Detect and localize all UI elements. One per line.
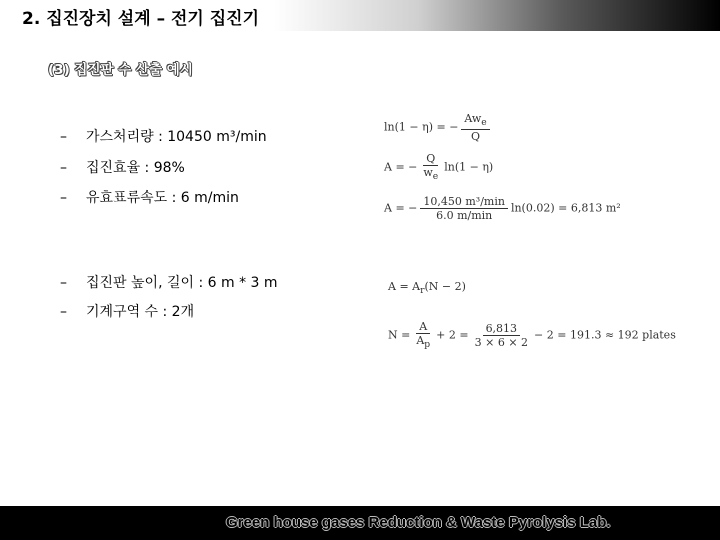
formula-fraction: [461, 112, 489, 143]
formula-denominator: Q: [471, 130, 481, 144]
bullet-dash: –: [60, 275, 67, 291]
bullet-dash: –: [60, 190, 67, 206]
formula-rhs: (N − 2): [424, 280, 466, 293]
formula-subscript: p: [424, 339, 431, 351]
formula-rhs: − 2 = 191.3 ≈ 192 plates: [534, 328, 676, 342]
bullet-text: 가스처리량 : 10450 m³/min: [86, 129, 267, 145]
formula-numerator: A: [416, 320, 430, 334]
formula-efficiency: [384, 112, 493, 143]
formula-subscript: r: [420, 285, 425, 297]
bullet-dash: –: [60, 129, 67, 145]
bullet-text: 유효표류속도 : 6 m/min: [86, 190, 239, 206]
formula-rhs: ln(0.02) = 6,813 m²: [510, 201, 621, 215]
formula-lhs: A = −: [384, 160, 418, 174]
formula-lhs: A = A: [388, 280, 421, 293]
slide-title: 2. 집진장치 설계 – 전기 집진기: [22, 9, 260, 29]
bullet-text: 집진판 높이, 길이 : 6 m * 3 m: [86, 275, 278, 291]
formula-mid: + 2 =: [436, 328, 469, 342]
bullet-gas-flow: [60, 126, 267, 146]
formula-denominator: 3 × 6 × 2: [474, 336, 529, 350]
formula-rhs: ln(1 − η): [444, 160, 494, 174]
formula-area-calc: [384, 195, 621, 222]
formula-denominator: w: [423, 166, 433, 179]
formula-denominator: A: [416, 334, 425, 347]
bullet-text: 집진효율 : 98%: [86, 160, 185, 176]
formula-plate-area: [388, 280, 466, 296]
formula-fraction: [420, 195, 508, 222]
formula-lhs: ln(1 − η) = −: [384, 120, 459, 134]
formula-denominator: 6.0 m/min: [436, 209, 493, 222]
formula-plate-count: [388, 320, 676, 351]
formula-subscript: e: [432, 171, 439, 183]
footer-lab-name: Green house gases Reduction & Waste Pyrolysis Lab.: [226, 514, 611, 531]
formula-fraction: [420, 152, 441, 183]
formula-lhs: A = −: [384, 201, 418, 215]
bullet-plate-size: [60, 272, 278, 292]
title-bar: [0, 0, 720, 31]
formula-subscript: e: [481, 117, 487, 129]
section-subtitle: (3) 집진판 수 산출 예시: [48, 62, 193, 78]
formula-numerator: Aw: [464, 112, 482, 125]
formula-fraction: [472, 322, 531, 349]
formula-area: [384, 152, 493, 183]
formula-lhs: N =: [388, 328, 411, 342]
formula-numerator: Q: [423, 152, 438, 166]
bullet-drift-velocity: [60, 187, 239, 207]
footer-bar: [0, 506, 720, 540]
bullet-dash: –: [60, 160, 67, 176]
bullet-efficiency: [60, 157, 185, 177]
bullet-dash: –: [60, 304, 67, 320]
formula-fraction: [413, 320, 433, 351]
bullet-sections: [60, 301, 194, 321]
bullet-text: 기계구역 수 : 2개: [86, 304, 195, 320]
formula-numerator: 6,813: [483, 322, 521, 336]
formula-numerator: 10,450 m³/min: [420, 195, 508, 209]
